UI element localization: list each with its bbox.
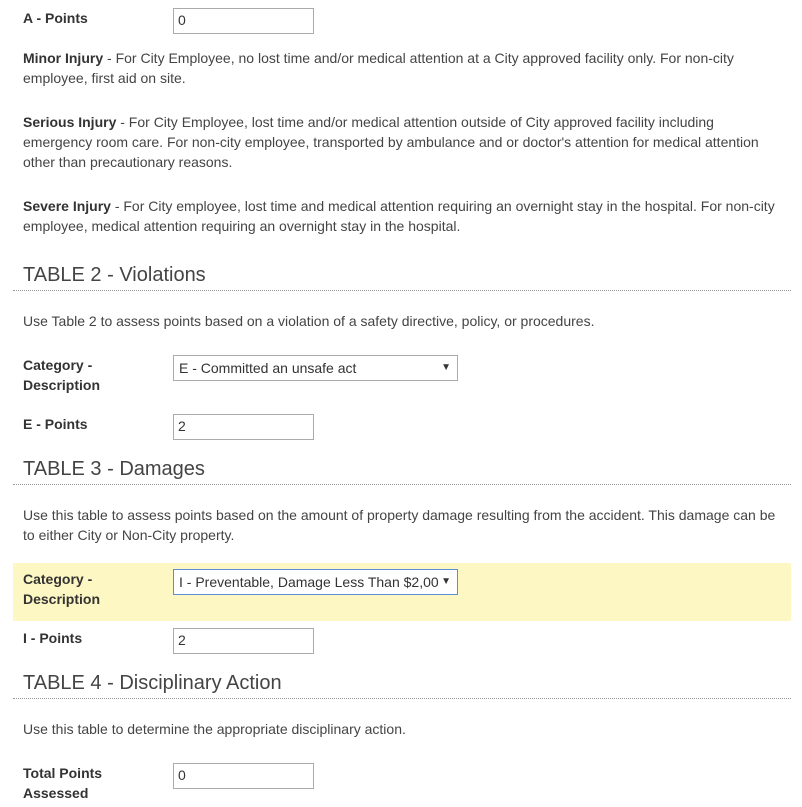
total-points-label-line2: Assessed [23,785,89,801]
table3-category-label-line2: Description [23,591,101,607]
a-points-input[interactable]: 0 [173,8,314,34]
serious-injury-paragraph [23,112,783,172]
serious-injury-text: - For City Employee, lost time and/or medical attention outside of City approved facility including emergency room care. For non-city employee, transported by ambulance and or doctor's attention for medical attention other than precautionary reasons. [23,114,759,170]
table4-divider [13,698,791,699]
a-points-label: A - Points [23,10,88,26]
table3-points-input[interactable]: 2 [173,628,314,654]
table4-description: Use this table to determine the appropriate disciplinary action. [23,721,406,737]
total-points-label-line1: Total Points [23,765,103,781]
table2-category-value: E - Committed an unsafe act [179,360,357,376]
table2-description: Use Table 2 to assess points based on a violation of a safety directive, policy, or procedures. [23,313,595,329]
table3-heading: TABLE 3 - Damages [23,458,205,480]
table2-points-input[interactable]: 2 [173,414,314,440]
severe-injury-text: - For City employee, lost time and medical attention requiring an overnight stay in the hospital. For non-city employee, medical attention requiring an overnight stay in the hospital. [23,198,775,234]
table2-category-label-line1: Category - [23,357,93,373]
table2-category-label [23,355,100,395]
severe-injury-term: Severe Injury [23,198,111,214]
table3-description: Use this table to assess points based on the amount of property damage resulting from the accident. This damage can be to either City or Non-City property. [23,507,776,543]
total-points-label [23,763,102,803]
table3-points-label: I - Points [23,630,83,646]
table3-category-label-line1: Category - [23,571,93,587]
table3-category-value: I - Preventable, Damage Less Than $2,00 [179,574,439,590]
table3-category-select[interactable] [173,569,458,595]
minor-injury-term: Minor Injury [23,50,104,66]
minor-injury-text: - For City Employee, no lost time and/or medical attention at a City approved facility only. For non-city employee, first aid on site. [23,50,734,86]
table2-category-select[interactable] [173,355,458,381]
chevron-down-icon: ▼ [441,576,451,587]
minor-injury-paragraph [23,48,783,88]
table3-category-label [23,569,100,609]
table3-divider [13,484,791,485]
table2-category-label-line2: Description [23,377,101,393]
table2-points-label: E - Points [23,416,88,432]
table4-heading: TABLE 4 - Disciplinary Action [23,672,282,694]
chevron-down-icon: ▼ [441,362,451,373]
table2-divider [13,290,791,291]
severe-injury-paragraph [23,196,783,236]
serious-injury-term: Serious Injury [23,114,117,130]
table2-heading: TABLE 2 - Violations [23,264,206,286]
total-points-input[interactable]: 0 [173,763,314,789]
